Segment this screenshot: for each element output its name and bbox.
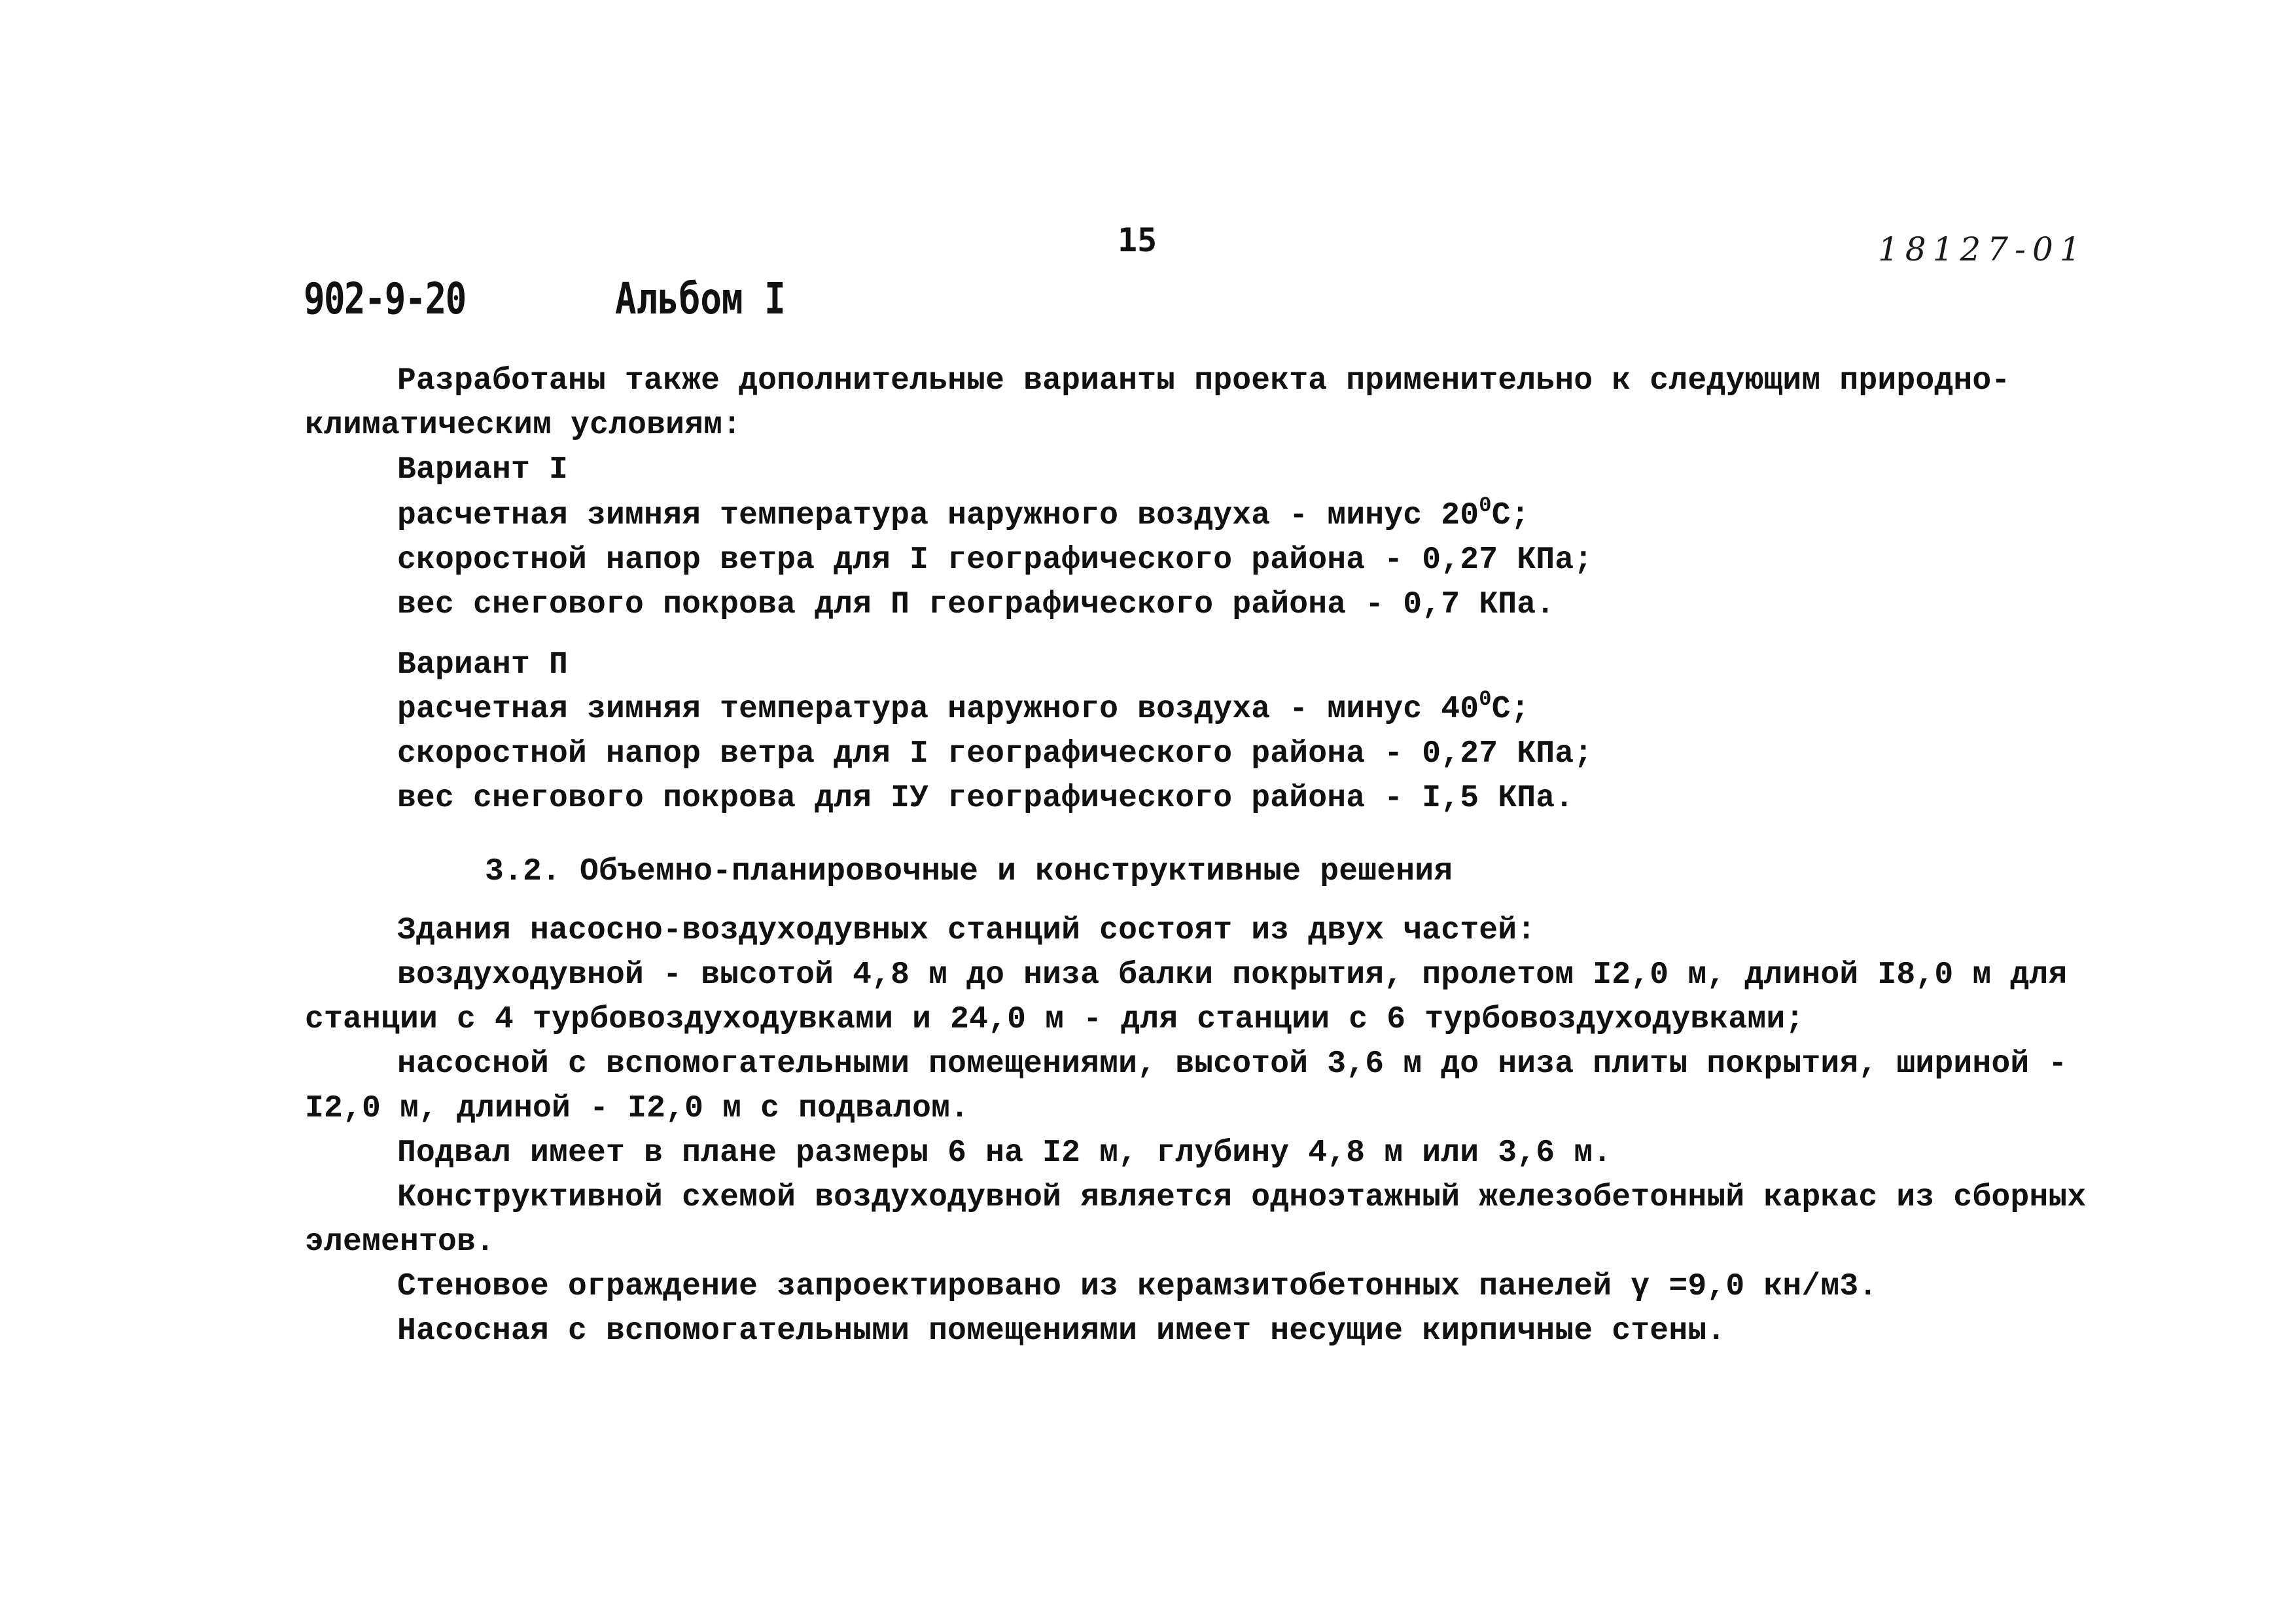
paragraph-6: Стеновое ограждение запроектировано из керамзитобетонных панелей γ =9,0 кн/м3. (397, 1269, 1878, 1304)
variant-1-temperature-text: расчетная зимняя температура наружного воздуха - минус 20 (397, 498, 1479, 533)
variant-2-snow: вес снегового покрова для IУ географического района - I,5 КПа. (397, 781, 1574, 816)
variant-1-degree: 0 (1479, 493, 1492, 518)
variant-2-temperature-unit: С; (1491, 692, 1530, 727)
variant-1-title: Вариант I (397, 452, 569, 488)
intro-line-1: Разработаны также дополнительные варианты проекта применительно к следующим природно- (397, 363, 2011, 399)
intro-line-2: климатическим условиям: (305, 408, 742, 443)
paragraph-5-line-2: элементов. (305, 1224, 495, 1260)
paragraph-7: Насосная с вспомогательными помещениями имеет несущие кирпичные стены. (397, 1313, 1726, 1349)
variant-2-wind: скоростной напор ветра для I географического района - 0,27 КПа; (397, 736, 1593, 772)
album-label: Альбом I (615, 274, 786, 324)
project-designation: 902-9-20 (304, 274, 466, 324)
paragraph-1: Здания насосно-воздуходувных станций состоят из двух частей: (397, 913, 1536, 948)
variant-1-temperature (397, 493, 1530, 535)
paragraph-4: Подвал имеет в плане размеры 6 на I2 м, глубину 4,8 м или 3,6 м. (397, 1135, 1612, 1171)
paragraph-2-line-2: станции с 4 турбовоздуходувками и 24,0 м - для станции с 6 турбовоздуходувками; (305, 1002, 1805, 1037)
page-number: 15 (1118, 221, 1157, 259)
document-code: 18127-01 (1878, 230, 2087, 268)
variant-1-snow: вес снегового покрова для П географического района - 0,7 КПа. (397, 587, 1555, 622)
variant-2-degree: 0 (1479, 687, 1492, 711)
variant-2-temperature (397, 687, 1530, 729)
paragraph-3-line-1: насосной с вспомогательными помещениями, высотой 3,6 м до низа плиты покрытия, шириной - (397, 1046, 2068, 1082)
variant-2-title: Вариант П (397, 647, 569, 683)
variant-1-wind: скоростной напор ветра для I географического района - 0,27 КПа; (397, 543, 1593, 578)
variant-1-temperature-unit: С; (1491, 498, 1530, 533)
paragraph-2-line-1: воздуходувной - высотой 4,8 м до низа балки покрытия, пролетом I2,0 м, длиной I8,0 м для (397, 957, 2068, 993)
variant-2-temperature-text: расчетная зимняя температура наружного воздуха - минус 40 (397, 692, 1479, 727)
section-title: 3.2. Объемно-планировочные и конструктивные решения (485, 854, 1453, 889)
paragraph-5-line-1: Конструктивной схемой воздуходувной является одноэтажный железобетонный каркас из сборных (397, 1180, 2087, 1215)
paragraph-3-line-2: I2,0 м, длиной - I2,0 м с подвалом. (305, 1091, 970, 1126)
